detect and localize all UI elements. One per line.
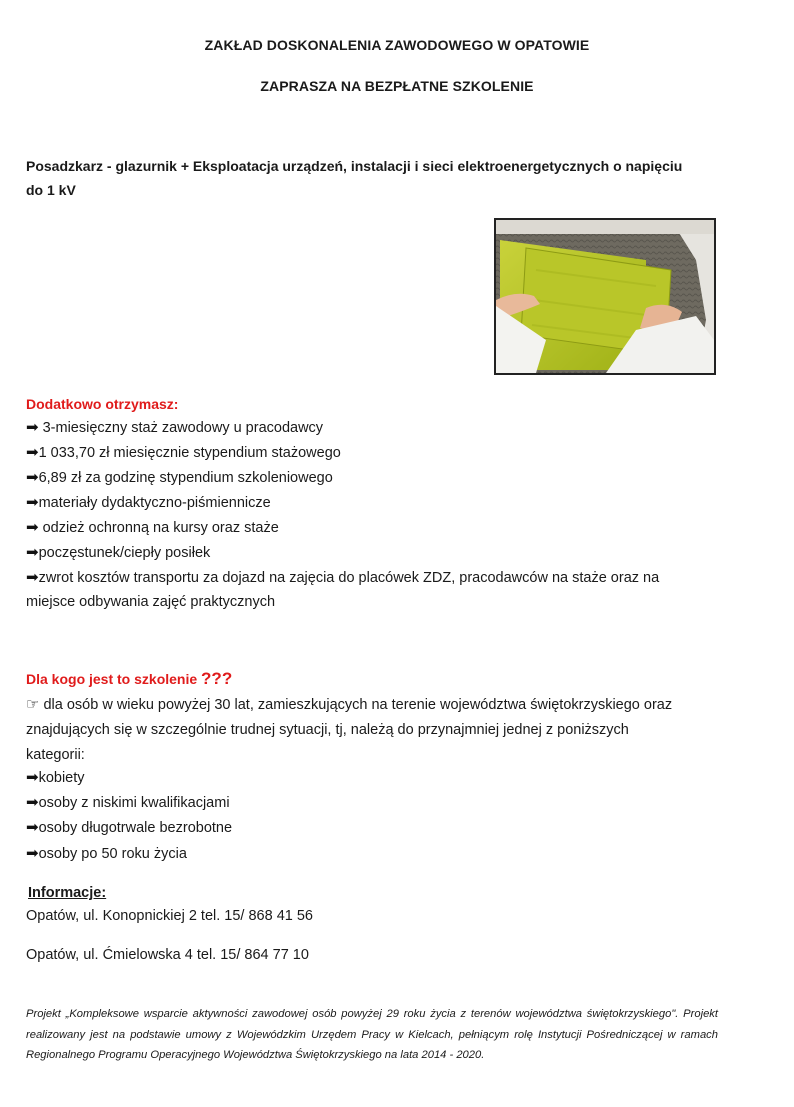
list-item: [26, 465, 333, 491]
category-text: osoby po 50 roku życia: [38, 846, 187, 862]
list-item: [26, 515, 279, 541]
audience-heading-text: Dla kogo jest to szkolenie: [26, 671, 202, 687]
benefit-text: zwrot kosztów transportu za dojazd na zajęcia do placówek ZDZ, pracodawców na staże oraz na: [38, 570, 660, 586]
audience-intro-text: dla osób w wieku powyżej 30 lat, zamieszkujących na terenie województwa świętokrzyskiego oraz: [39, 697, 673, 713]
arrow-right-icon: ➡: [26, 768, 39, 786]
address-line: Opatów, ul. Ćmielowska 4 tel. 15/ 864 77 10: [26, 947, 309, 963]
course-title: [26, 154, 726, 202]
invitation-title: ZAPRASZA NA BEZPŁATNE SZKOLENIE: [260, 78, 534, 94]
arrow-right-icon: ➡: [26, 518, 39, 536]
info-heading: Informacje:: [28, 885, 107, 901]
benefit-text: odzież ochronną na kursy oraz staże: [38, 520, 279, 536]
benefit-text: materiały dydaktyczno-piśmiennicze: [38, 495, 271, 511]
benefits-heading: Dodatkowo otrzymasz:: [26, 396, 179, 412]
arrow-right-icon: ➡: [26, 818, 39, 836]
list-item: [26, 841, 187, 867]
audience-intro-line: kategorii:: [26, 747, 85, 763]
benefit-text-continuation: miejsce odbywania zajęć praktycznych: [26, 594, 276, 610]
audience-intro-line: znajdujących się w szczególnie trudnej sytuacji, tj, należą do przynajmniej jednej z poniższych: [26, 722, 629, 738]
category-text: osoby długotrwale bezrobotne: [38, 820, 233, 836]
tiling-photo: [494, 218, 716, 375]
audience-intro-line: [26, 692, 726, 718]
arrow-right-icon: ➡: [26, 543, 39, 561]
benefit-text: 6,89 zł za godzinę stypendium szkoleniowego: [38, 470, 333, 486]
category-text: kobiety: [38, 770, 85, 786]
arrow-right-icon: ➡: [26, 418, 39, 436]
address-line: Opatów, ul. Konopnickiej 2 tel. 15/ 868 41 56: [26, 908, 313, 924]
list-item: [26, 415, 323, 441]
tiling-photo-icon: [496, 220, 714, 373]
list-item: [26, 490, 271, 516]
benefit-text: 1 033,70 zł miesięcznie stypendium stażowego: [38, 445, 341, 461]
question-marks: ???: [201, 669, 233, 688]
course-title-line: Posadzkarz - glazurnik + Eksploatacja urządzeń, instalacji i sieci elektroenergetycznych o napięciu: [26, 158, 683, 174]
list-item: [26, 815, 232, 841]
course-title-line: do 1 kV: [26, 182, 76, 198]
benefit-text: 3-miesięczny staż zawodowy u pracodawcy: [38, 420, 324, 436]
arrow-right-icon: ➡: [26, 793, 39, 811]
arrow-right-icon: ➡: [26, 493, 39, 511]
project-footer: Projekt „Kompleksowe wsparcie aktywności zawodowej osób powyżej 29 roku życia z terenów województwa świętokrzyskiego". Projekt realizowany jest na podstawie umowy z Wojewódzkim Urzędem Pracy w Kielcach, pełniącym rolę Instytucji Pośredniczącej w ramach Regionalnego Programu Operacyjnego Województwa Świętokrzyskiego na lata 2014 - 2020.: [26, 1008, 718, 1061]
benefit-text: poczęstunek/ciepły posiłek: [38, 545, 211, 561]
list-item: [26, 540, 210, 566]
list-item: [26, 440, 341, 466]
arrow-right-icon: ➡: [26, 844, 39, 862]
list-item: [26, 565, 659, 591]
category-text: osoby z niskimi kwalifikacjami: [38, 795, 230, 811]
arrow-right-icon: ➡: [26, 568, 39, 586]
list-item: [26, 790, 230, 816]
pointing-hand-icon: ☞: [26, 695, 40, 713]
audience-heading: [26, 669, 232, 689]
arrow-right-icon: ➡: [26, 468, 39, 486]
arrow-right-icon: ➡: [26, 443, 39, 461]
list-item: [26, 765, 85, 791]
institution-title: ZAKŁAD DOSKONALENIA ZAWODOWEGO W OPATOWIE: [204, 37, 590, 53]
audience-intro: [26, 692, 726, 768]
